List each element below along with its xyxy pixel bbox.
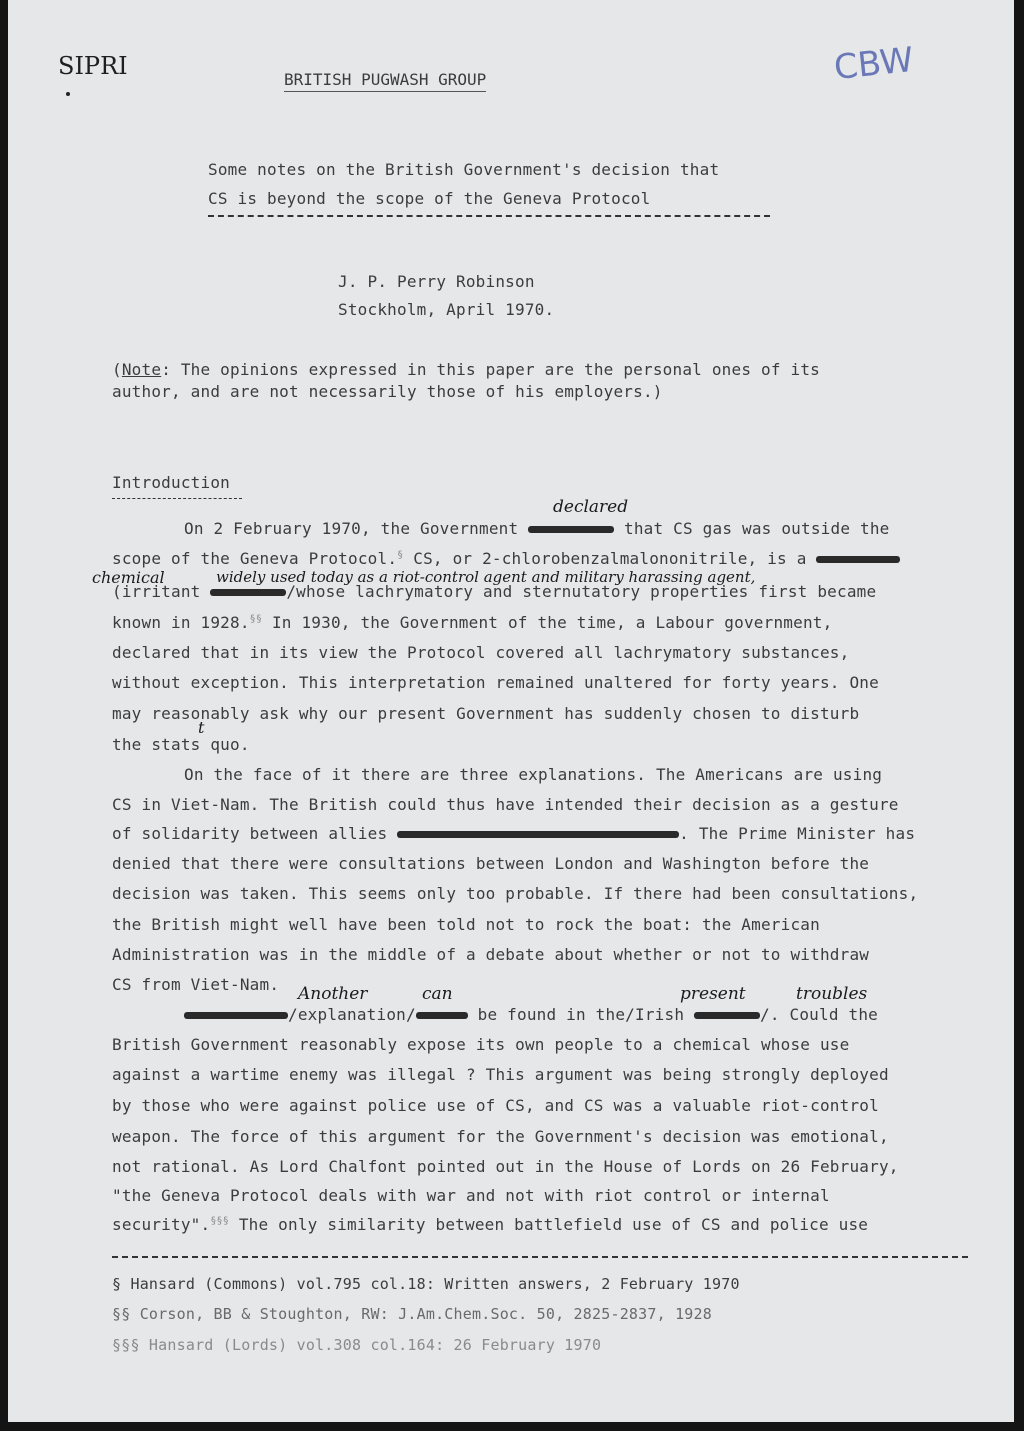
note-line-1 (112, 360, 820, 379)
annotation-chemical: chemical (92, 568, 165, 587)
note-open-paren: ( (112, 360, 122, 379)
p2-fragment: . The Prime Minister has (679, 824, 916, 843)
title-line-1: Some notes on the British Government's decision that (208, 160, 720, 179)
note-label: Note (121, 360, 162, 379)
footnote-mark: §§ (249, 613, 263, 625)
annotation-widely-used: widely used today as a riot-control agent and military harassing agent, (216, 568, 756, 586)
redaction-mark (528, 526, 614, 533)
p1-line-2 (112, 549, 900, 568)
p3-fragment: /explanation/ (288, 1005, 416, 1024)
p3-line-3: against a wartime enemy was illegal ? This argument was being strongly deployed (112, 1065, 889, 1084)
p1-line-6: without exception. This interpretation remained unaltered for forty years. One (112, 673, 879, 692)
p1-fragment: CS, or 2-chlorobenzalmalononitrile, is a (413, 549, 807, 568)
annotation-can: can (422, 984, 453, 1004)
redaction-mark (816, 556, 900, 563)
annotation-t-insert: t (198, 718, 205, 737)
p2-line-8: CS from Viet-Nam. (112, 975, 280, 994)
p3-line-5: weapon. The force of this argument for the Government's decision was emotional, (112, 1127, 889, 1146)
p1-fragment: In 1930, the Government of the time, a Labour government, (271, 613, 833, 632)
p1-line-3 (112, 582, 876, 601)
redaction-mark (416, 1012, 468, 1019)
p3-fragment: be found in the/Irish (477, 1005, 685, 1024)
p3-fragment: /. Could the (760, 1005, 879, 1024)
p1-line-5: declared that in its view the Protocol covered all lachrymatory substances, (112, 643, 850, 662)
p3-line-2: British Government reasonably expose its own people to a chemical whose use (112, 1035, 850, 1054)
section-heading: Introduction (112, 473, 230, 492)
p1-fragment: (irritant (112, 582, 201, 601)
redaction-mark (397, 831, 679, 838)
p2-fragment: of solidarity between allies (112, 824, 388, 843)
p3-line-4: by those who were against police use of CS, and CS was a valuable riot-control (112, 1096, 879, 1115)
redaction-mark (210, 589, 286, 596)
p3-line-7: "the Geneva Protocol deals with war and not with riot control or internal (112, 1186, 830, 1205)
p1-fragment: known in 1928. (112, 613, 250, 632)
p1-line-1 (184, 519, 890, 538)
archive-dot (66, 92, 70, 96)
p2-line-2: CS in Viet-Nam. The British could thus have intended their decision as a gesture (112, 795, 899, 814)
footnote-mark: §§§ (210, 1215, 229, 1227)
p2-line-1: On the face of it there are three explanations. The Americans are using (184, 765, 883, 784)
section-heading-rule (112, 498, 242, 499)
author-name: J. P. Perry Robinson (338, 272, 535, 291)
p3-line-6: not rational. As Lord Chalfont pointed out in the House of Lords on 26 February, (112, 1157, 899, 1176)
annotation-declared: declared (553, 497, 629, 517)
p2-line-7: Administration was in the middle of a debate about whether or not to withdraw (112, 945, 870, 964)
p3-line-8 (112, 1215, 868, 1234)
p1-fragment: that CS gas was outside the (624, 519, 890, 538)
p1-line-7: may reasonably ask why our present Government has suddenly chosen to disturb (112, 704, 860, 723)
p3-fragment: The only similarity between battlefield use of CS and police use (238, 1215, 869, 1234)
redaction-mark (694, 1012, 760, 1019)
p3-line-1 (184, 1005, 878, 1024)
p3-fragment: security". (112, 1215, 211, 1234)
redaction-mark (184, 1012, 288, 1019)
p1-fragment: On 2 February 1970, the Government (184, 519, 519, 538)
p2-line-4: denied that there were consultations between London and Washington before the (112, 854, 870, 873)
note-line-1-text: : The opinions expressed in this paper are the personal ones of its (161, 360, 820, 379)
p1-fragment: scope of the Geneva Protocol. (112, 549, 398, 568)
title-line-2: CS is beyond the scope of the Geneva Protocol (208, 189, 651, 208)
footnote-mark: § (397, 549, 404, 561)
p2-line-5: decision was taken. This seems only too probable. If there had been consultations, (112, 884, 919, 903)
annotation-present: present (680, 984, 746, 1004)
title-rule (208, 215, 770, 217)
footnote-2: §§ Corson, BB & Stoughton, RW: J.Am.Chem.Soc. 50, 2825-2837, 1928 (112, 1305, 712, 1323)
p2-line-3 (112, 824, 915, 843)
annotation-troubles: troubles (796, 984, 868, 1004)
p1-line-8: the stats quo. (112, 735, 250, 754)
p1-line-4 (112, 613, 832, 632)
org-heading: BRITISH PUGWASH GROUP (284, 70, 486, 92)
author-place-date: Stockholm, April 1970. (338, 300, 555, 319)
annotation-another: Another (298, 984, 368, 1004)
note-line-2: author, and are not necessarily those of his employers.) (112, 382, 663, 401)
p2-line-6: the British might well have been told not to rock the boat: the American (112, 915, 820, 934)
footnote-rule (112, 1256, 968, 1258)
p1-fragment: /whose lachrymatory and sternutatory properties first became (286, 582, 877, 601)
footnote-1: § Hansard (Commons) vol.795 col.18: Written answers, 2 February 1970 (112, 1275, 740, 1293)
handwritten-tag: CBW (832, 39, 916, 89)
document-page (8, 0, 1014, 1422)
archive-mark: SIPRI (58, 52, 128, 80)
footnote-3: §§§ Hansard (Lords) vol.308 col.164: 26 February 1970 (112, 1336, 602, 1354)
